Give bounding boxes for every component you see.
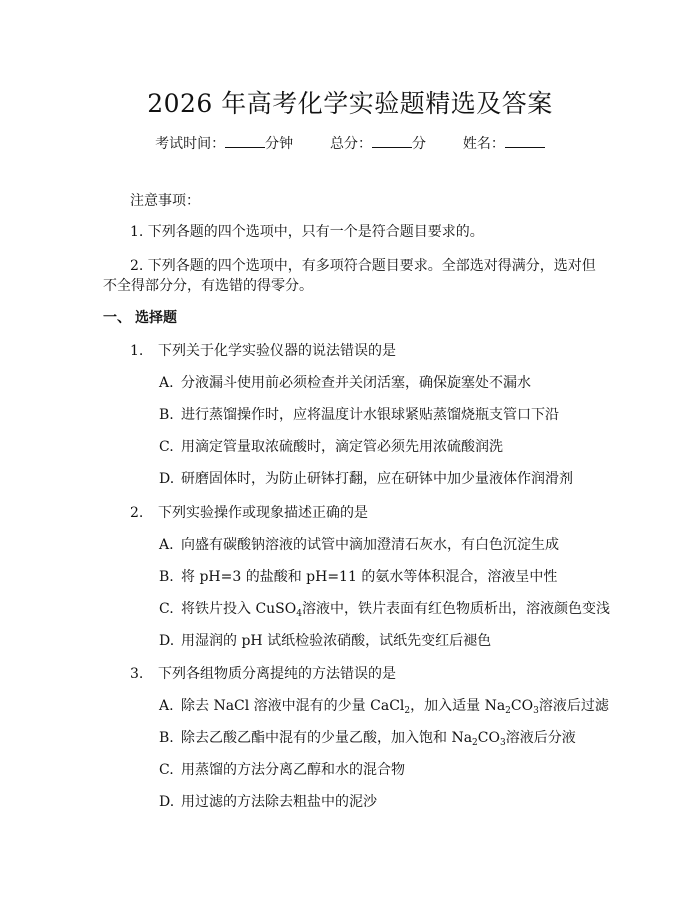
notice-item-1: 1. 下列各题的四个选项中，只有一个是符合题目要求的。 [130, 224, 484, 240]
page-title: 2026 年高考化学实验题精选及答案 [147, 89, 553, 118]
q1-option-c [159, 437, 503, 457]
q2-option-b [159, 567, 557, 587]
q2-option-a [159, 535, 559, 555]
q3-option-a [159, 696, 609, 716]
option-text: CO [477, 730, 500, 746]
subscript: 3 [533, 706, 539, 716]
q1-option-b [159, 405, 559, 425]
option-text: 溶液后分液 [505, 730, 576, 746]
q3-option-d [159, 792, 377, 812]
section-number: 一、 [103, 310, 131, 326]
option-text: 将铁片投入 CuSO [181, 601, 297, 617]
option-letter: D. [159, 794, 175, 810]
notice-item-2-line2: 不全得部分分，有选错的得零分。 [103, 278, 313, 294]
q3-option-b [159, 728, 576, 748]
q3-option-c [159, 760, 405, 780]
question-number: 2. [130, 505, 144, 521]
subscript: 4 [296, 609, 302, 619]
option-letter: D. [159, 633, 175, 649]
option-text: 用湿润的 pH 试纸检验浓硝酸，试纸先变红后褪色 [181, 633, 492, 649]
q1-option-d [159, 469, 573, 489]
option-text: 除去乙酸乙酯中混有的少量乙酸，加入饱和 Na [181, 730, 473, 746]
question-1-stem [130, 341, 396, 361]
subscript: 2 [472, 738, 478, 748]
question-2-stem [130, 503, 368, 523]
option-letter: C. [159, 762, 174, 778]
option-text: 用过滤的方法除去粗盐中的泥沙 [181, 794, 377, 810]
name-blank [505, 135, 545, 148]
option-letter: B. [159, 569, 174, 585]
score-blank [372, 135, 412, 148]
option-text: 除去 NaCl 溶液中混有的少量 CaCl [181, 698, 405, 714]
option-text: 溶液后过滤 [538, 698, 609, 714]
notice-item-2-line1: 2. 下列各题的四个选项中，有多项符合题目要求。全部选对得满分，选对但 [130, 258, 596, 274]
option-letter: A. [159, 375, 174, 391]
question-number: 3. [130, 666, 144, 682]
time-unit: 分钟 [265, 136, 294, 152]
subscript: 2 [505, 706, 511, 716]
question-number: 1. [130, 343, 144, 359]
question-text: 下列关于化学实验仪器的说法错误的是 [158, 343, 396, 359]
option-text: 将 pH=3 的盐酸和 pH=11 的氨水等体积混合，溶液呈中性 [181, 569, 558, 585]
notice-heading: 注意事项： [130, 193, 200, 209]
question-text: 下列各组物质分离提纯的方法错误的是 [158, 666, 396, 682]
section-heading [103, 308, 177, 328]
exam-meta [0, 133, 700, 153]
subscript: 2 [404, 706, 411, 716]
score-unit: 分 [412, 136, 426, 152]
option-text: 向盛有碳酸钠溶液的试管中滴加澄清石灰水，有白色沉淀生成 [181, 537, 559, 553]
option-letter: B. [159, 730, 174, 746]
time-blank [225, 135, 265, 148]
question-3-stem [130, 664, 396, 684]
option-text: CO [510, 698, 534, 714]
option-letter: B. [159, 407, 174, 423]
option-text: 分液漏斗使用前必须检查并关闭活塞，确保旋塞处不漏水 [181, 375, 531, 391]
subscript: 3 [499, 738, 506, 748]
option-letter: D. [159, 471, 175, 487]
option-letter: C. [159, 601, 174, 617]
option-letter: C. [159, 439, 174, 455]
q2-option-c [159, 599, 610, 619]
score-label: 总分： [330, 136, 372, 152]
option-letter: A. [159, 537, 174, 553]
option-text: 用蒸馏的方法分离乙醇和水的混合物 [181, 762, 405, 778]
q2-option-d [159, 631, 491, 651]
option-letter: A. [159, 698, 174, 714]
q1-option-a [159, 373, 531, 393]
option-text: 溶液中，铁片表面有红色物质析出，溶液颜色变浅 [301, 601, 610, 617]
option-text: 研磨固体时，为防止研钵打翻，应在研钵中加少量液体作润滑剂 [181, 471, 573, 487]
name-label: 姓名： [462, 136, 505, 152]
question-text: 下列实验操作或现象描述正确的是 [158, 505, 368, 521]
option-text: 进行蒸馏操作时，应将温度计水银球紧贴蒸馏烧瓶支管口下沿 [181, 407, 559, 423]
option-text: ，加入适量 Na [410, 698, 506, 714]
section-title: 选择题 [135, 310, 177, 326]
time-label: 考试时间： [155, 136, 226, 152]
option-text: 用滴定管量取浓硫酸时，滴定管必须先用浓硫酸润洗 [181, 439, 503, 455]
